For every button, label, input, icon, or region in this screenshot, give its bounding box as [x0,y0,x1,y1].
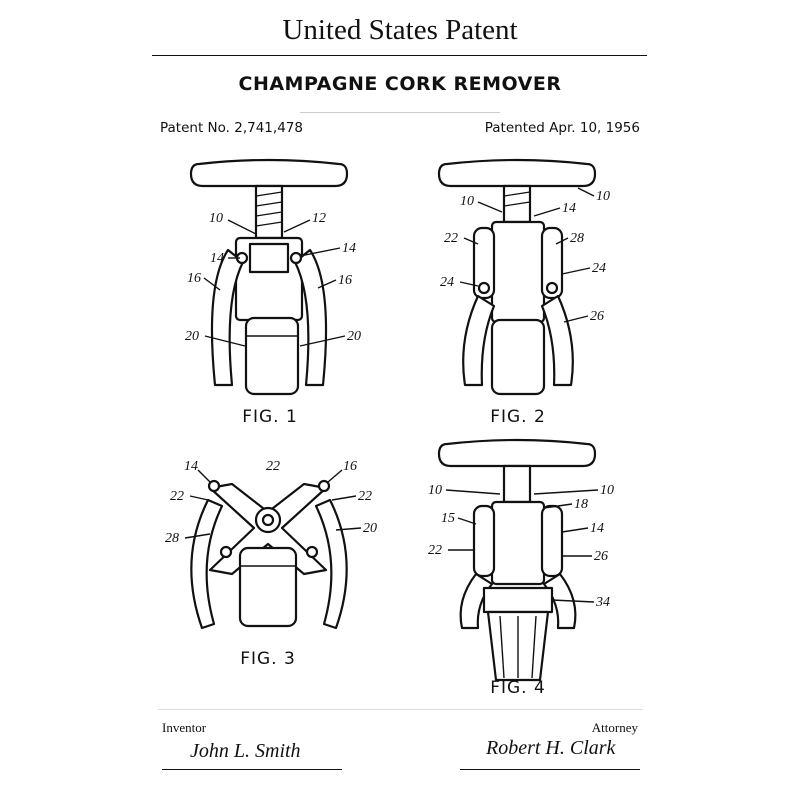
ref-label: 22 [444,231,458,246]
ref-label: 10 [428,483,442,498]
figure-2-label: FIG. 2 [490,407,546,427]
ref-label: 26 [590,309,604,324]
ref-label: 16 [187,271,201,286]
invention-title: CHAMPAGNE CORK REMOVER [238,73,562,95]
ref-label: 14 [590,521,604,536]
ref-label: 14 [210,251,224,266]
ref-label: 18 [574,497,588,512]
inventor-label: Inventor [162,720,207,735]
patent-number: Patent No. 2,741,478 [160,120,303,136]
figure-4-drawing [439,440,595,680]
figure-1-drawing [191,160,347,394]
ref-label: 24 [440,275,454,290]
ref-label: 20 [363,521,377,536]
ref-label: 15 [441,511,455,526]
ref-label: 24 [592,261,606,276]
footer-rule [158,709,643,710]
ref-label: 28 [570,231,584,246]
document-title: United States Patent [282,14,518,46]
attorney-signature-line [460,769,640,770]
ref-label: 20 [347,329,361,344]
ref-label: 10 [460,194,474,209]
inventor-signature-line [162,769,342,770]
ref-label: 22 [266,459,280,474]
ref-label: 14 [342,241,356,256]
patent-date: Patented Apr. 10, 1956 [484,120,640,136]
figure-3-label: FIG. 3 [240,649,296,669]
ref-label: 14 [562,201,576,216]
ref-label: 14 [184,459,198,474]
ref-label: 16 [338,273,352,288]
ref-label: 34 [596,595,610,610]
ref-label: 16 [343,459,357,474]
figure-1-label: FIG. 1 [242,407,298,427]
ref-label: 10 [209,211,223,226]
attorney-signature: Robert H. Clark [486,737,616,759]
ref-label: 10 [600,483,614,498]
attorney-label: Attorney [591,720,638,735]
figure-3-drawing [191,481,346,628]
ref-label: 22 [170,489,184,504]
figure-4-label: FIG. 4 [490,678,546,698]
ref-label: 22 [428,543,442,558]
ref-label: 22 [358,489,372,504]
inventor-signature: John L. Smith [190,740,301,762]
ref-label: 10 [596,189,610,204]
ref-label: 28 [165,531,179,546]
ref-label: 26 [594,549,608,564]
ref-label: 12 [312,211,326,226]
ref-label: 20 [185,329,199,344]
